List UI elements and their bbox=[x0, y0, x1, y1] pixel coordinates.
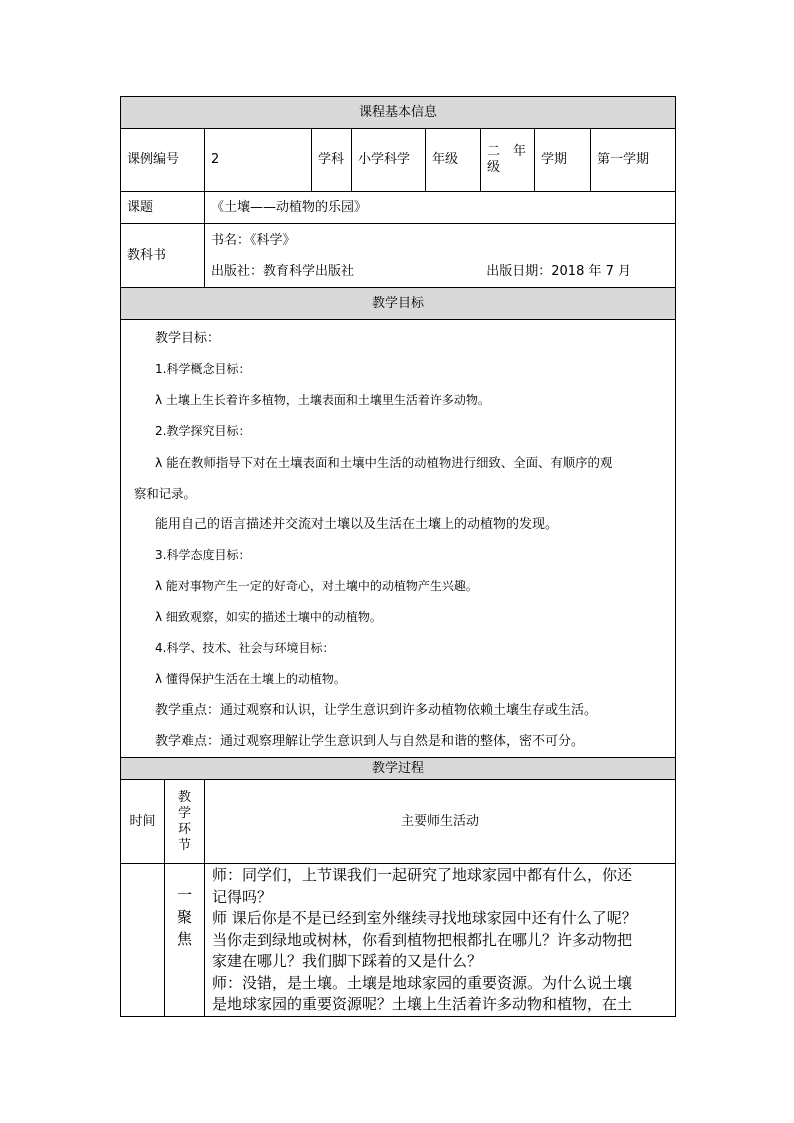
stage-header-char: 学 bbox=[177, 805, 191, 821]
stage-header-char: 节 bbox=[177, 837, 191, 853]
textbook-label: 教科书 bbox=[121, 224, 205, 288]
topic-value: 《土壤——动植物的乐园》 bbox=[205, 192, 676, 224]
subject-label: 学科 bbox=[312, 129, 352, 192]
term-value: 第一学期 bbox=[591, 129, 676, 192]
row1-time bbox=[121, 864, 165, 1017]
section-goals-heading: 教学目标 bbox=[121, 288, 676, 320]
activity-line: 当你走到绿地或树林，你看到植物把根都扎在哪儿？许多动物把 bbox=[212, 930, 633, 949]
activity-line: 家建在哪儿？我们脚下踩着的又是什么？ bbox=[212, 952, 483, 970]
grade-value-line2: 级 bbox=[487, 160, 501, 175]
stage-char: 一 bbox=[176, 886, 192, 904]
term-label: 学期 bbox=[535, 129, 591, 192]
subject-value: 小学科学 bbox=[352, 129, 426, 192]
activity-line: 师 课后你是不是已经到室外继续寻找地球家园中还有什么了呢？ bbox=[212, 909, 637, 927]
section-basic-info-heading: 课程基本信息 bbox=[121, 97, 676, 129]
row1-activity bbox=[205, 864, 676, 1017]
grade-value-line1: 二 年 bbox=[487, 144, 527, 159]
book-name: 书名：《科学》 bbox=[211, 232, 296, 248]
lesson-plan-table bbox=[120, 96, 676, 1017]
section-process-heading: 教学过程 bbox=[121, 758, 676, 780]
goal-line: 教学重点：通过观察和认识，让学生意识到许多动植物依赖土壤生存或生活。 bbox=[155, 703, 598, 718]
publisher-row bbox=[211, 256, 669, 287]
activity-line: 记得吗？ bbox=[212, 887, 273, 906]
col-time-header: 时间 bbox=[121, 780, 165, 864]
goal-line: 能用自己的语言描述并交流对土壤以及生活在土壤上的动植物的发现。 bbox=[155, 517, 559, 532]
grade-label: 年级 bbox=[426, 129, 481, 192]
goals-content bbox=[121, 320, 676, 758]
goal-line: λ 能在教师指导下对在土壤表面和土壤中生活的动植物进行细致、全面、有顺序的观 bbox=[155, 455, 613, 470]
activity-line: 师：同学们，上节课我们一起研究了地球家园中都有什么，你还 bbox=[212, 866, 633, 884]
goal-line: 2.教学探究目标： bbox=[155, 424, 251, 438]
goal-line: 1.科学概念目标： bbox=[155, 362, 251, 376]
col-activity-header: 主要师生活动 bbox=[205, 780, 676, 864]
activity-line: 是地球家园的重要资源呢？土壤上生活着许多动物和植物，在土 bbox=[212, 995, 633, 1013]
goal-line: 教学难点：通过观察理解让学生意识到人与自然是和谐的整体，密不可分。 bbox=[155, 734, 585, 749]
stage-char: 聚 bbox=[176, 908, 192, 926]
publisher: 出版社：教育科学出版社 bbox=[211, 263, 355, 279]
case-no-value: 2 bbox=[205, 129, 312, 192]
goal-line: λ 懂得保护生活在土壤上的动植物。 bbox=[155, 672, 346, 686]
goal-line: 察和记录。 bbox=[134, 486, 196, 501]
goal-line: 教学目标： bbox=[155, 331, 221, 346]
topic-label: 课题 bbox=[121, 192, 205, 224]
stage-header-char: 教 bbox=[177, 789, 191, 805]
stage-header-char: 环 bbox=[177, 821, 191, 837]
goal-line: 3.科学态度目标： bbox=[155, 548, 251, 562]
goal-line: λ 土壤上生长着许多植物，土壤表面和土壤里生活着许多动物。 bbox=[155, 393, 490, 407]
goal-line: 4.科学、技术、社会与环境目标： bbox=[155, 641, 335, 655]
pub-date: 出版日期：2018 年 7 月 bbox=[486, 263, 632, 279]
activity-line: 师：没错，是土壤。土壤是地球家园的重要资源。为什么说土壤 bbox=[212, 973, 633, 992]
grade-value bbox=[481, 129, 535, 192]
col-stage-header bbox=[165, 780, 205, 864]
goal-line: λ 能对事物产生一定的好奇心，对土壤中的动植物产生兴趣。 bbox=[155, 579, 478, 593]
goal-line: λ 细致观察，如实的描述土壤中的动植物。 bbox=[155, 610, 382, 624]
stage-char: 焦 bbox=[176, 930, 192, 948]
case-no-label: 课例编号 bbox=[121, 129, 205, 192]
textbook-info bbox=[205, 224, 676, 288]
row1-stage bbox=[165, 864, 205, 1017]
